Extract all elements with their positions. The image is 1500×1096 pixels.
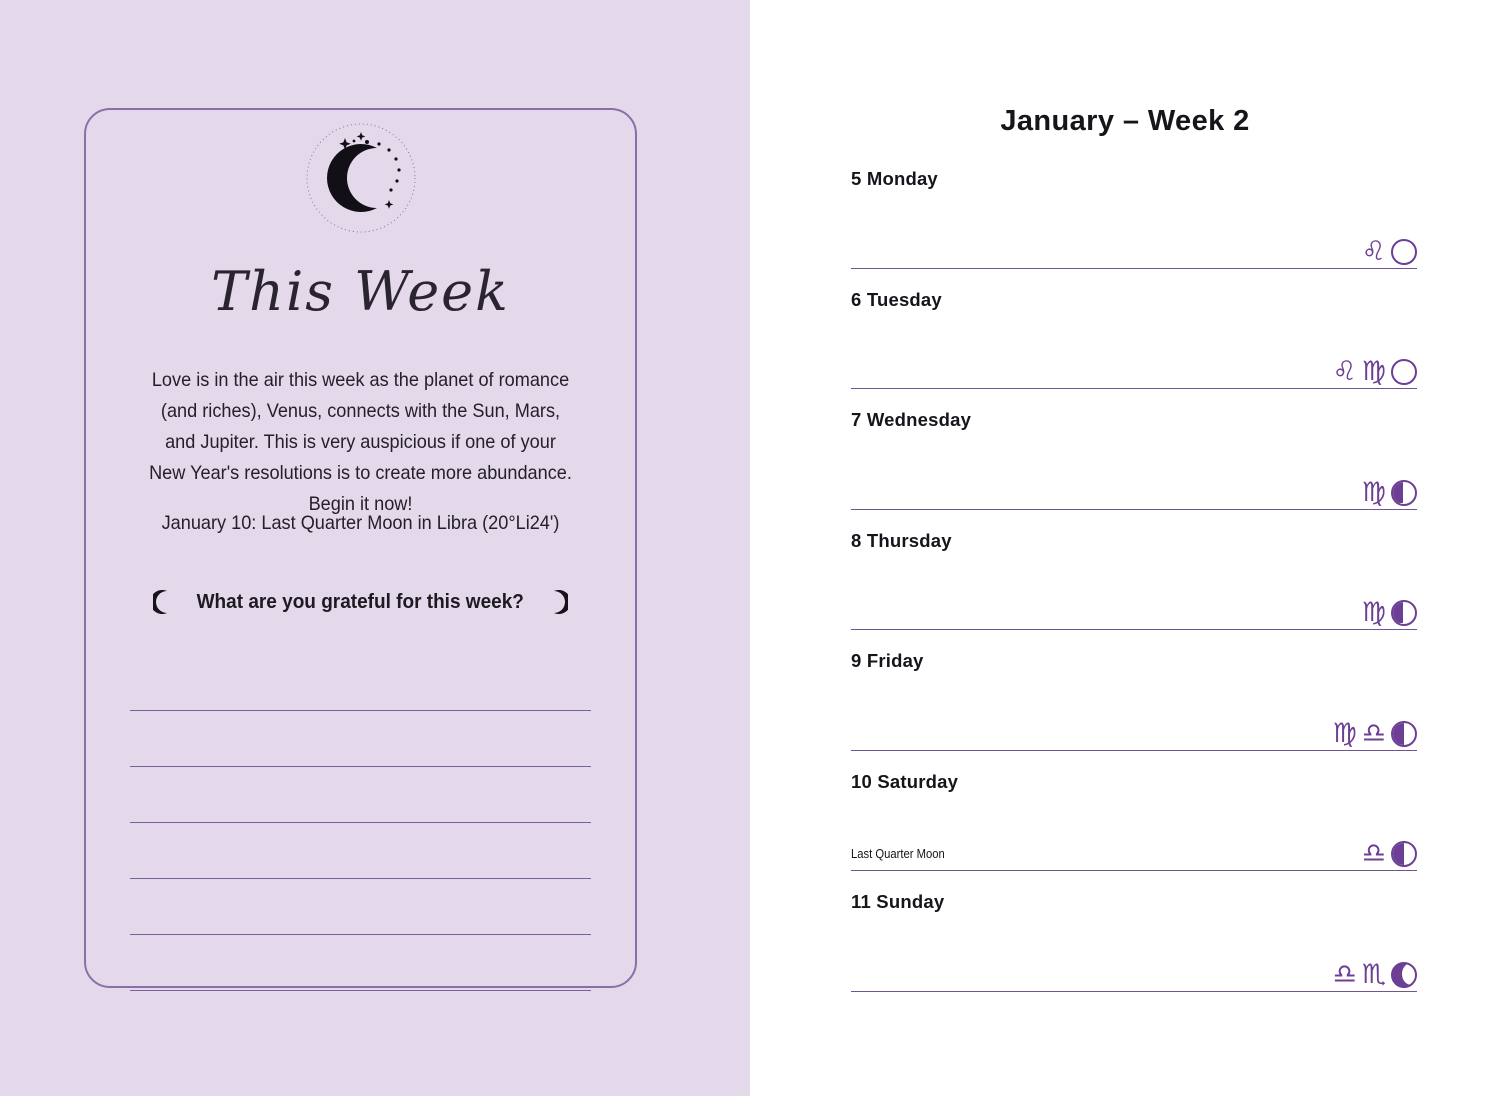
zodiac-sign-icon: ♌: [1361, 235, 1386, 267]
zodiac-sign-icon: ♎: [1332, 958, 1357, 990]
day-row-tuesday[interactable]: [851, 281, 1417, 402]
week-heading: January – Week 2: [1000, 105, 1250, 137]
day-row-sunday[interactable]: [851, 883, 1417, 1004]
day-glyph-group: [1362, 840, 1417, 867]
day-writing-line[interactable]: [851, 870, 1417, 871]
day-glyph-group: [1361, 476, 1417, 508]
day-label: 8 Thursday: [851, 529, 952, 551]
day-glyph-group: [1362, 599, 1417, 626]
day-glyph-group: [1333, 358, 1417, 385]
zodiac-sign-icon: ♍: [1361, 476, 1386, 508]
crescent-moon-icon-left: [153, 590, 170, 614]
day-writing-line[interactable]: [851, 509, 1417, 510]
day-row-saturday[interactable]: [851, 763, 1417, 884]
day-writing-line[interactable]: [851, 629, 1417, 630]
day-writing-line[interactable]: [851, 750, 1417, 751]
writing-line[interactable]: [130, 767, 591, 823]
weekly-forecast-text: Love is in the air this week as the planet of romance (and riches), Venus, connects with the Sun, Mars, and Jupiter. This is very auspicious if one of your New Year's resolutions is to create more abundance. Begin it now!: [149, 369, 572, 515]
day-event: Last Quarter Moon: [851, 847, 945, 861]
zodiac-sign-icon: ♍: [1332, 717, 1357, 749]
moon-phase-icon: [1391, 841, 1417, 867]
day-label: 6 Tuesday: [851, 288, 942, 310]
zodiac-sign-icon: ♍: [1361, 597, 1386, 628]
zodiac-sign-icon: ♌: [1332, 356, 1357, 387]
moon-phase-icon: [1391, 600, 1417, 626]
moon-event-note: January 10: Last Quarter Moon in Libra (20°Li24'): [161, 512, 560, 534]
day-writing-line[interactable]: [851, 991, 1417, 992]
gratitude-writing-area[interactable]: [130, 655, 591, 991]
day-row-thursday[interactable]: [851, 522, 1417, 643]
gratitude-prompt-row: [86, 590, 635, 614]
day-label: 11 Sunday: [851, 891, 945, 912]
moon-phase-icon: [1391, 962, 1417, 988]
day-label: 9 Friday: [851, 650, 924, 671]
moon-phase-icon: [1391, 721, 1417, 747]
writing-line[interactable]: [130, 655, 591, 711]
zodiac-sign-icon: ♎: [1361, 717, 1386, 749]
gratitude-prompt-label: What are you grateful for this week?: [196, 590, 525, 613]
day-label: 10 Saturday: [851, 770, 959, 792]
writing-line[interactable]: [130, 879, 591, 935]
crescent-moon-with-stars-icon: [305, 122, 417, 234]
zodiac-sign-icon: ♎: [1361, 838, 1386, 869]
day-glyph-group: [1361, 235, 1417, 267]
day-row-friday[interactable]: [851, 642, 1417, 763]
zodiac-sign-icon: ♍: [1361, 356, 1386, 387]
this-week-card: [84, 108, 637, 988]
day-label: 7 Wednesday: [851, 409, 972, 430]
writing-line[interactable]: [130, 935, 591, 991]
crescent-moon-icon-right: [551, 590, 568, 614]
day-list: [851, 160, 1417, 1004]
right-page: [750, 0, 1500, 1096]
page-title: This Week: [211, 260, 510, 323]
moon-phase-icon: [1391, 239, 1417, 265]
day-row-monday[interactable]: [851, 160, 1417, 281]
writing-line[interactable]: [130, 823, 591, 879]
moon-phase-icon: [1391, 359, 1417, 385]
day-glyph-group: [1332, 958, 1417, 990]
day-glyph-group: [1332, 717, 1417, 749]
day-row-wednesday[interactable]: [851, 401, 1417, 522]
writing-line[interactable]: [130, 711, 591, 767]
day-label: 5 Monday: [851, 168, 938, 189]
moon-phase-icon: [1391, 480, 1417, 506]
day-writing-line[interactable]: [851, 268, 1417, 269]
zodiac-sign-icon: ♏: [1361, 958, 1386, 990]
day-writing-line[interactable]: [851, 388, 1417, 389]
